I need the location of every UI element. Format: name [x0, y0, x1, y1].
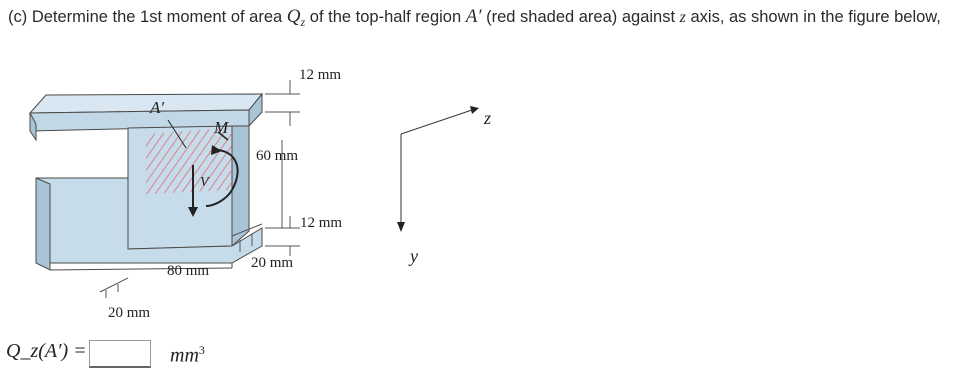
label-m: M: [214, 118, 229, 137]
question-suffix-2: axis, as shown in the figure below,: [690, 8, 941, 26]
area-symbol: A′: [465, 6, 482, 27]
dim-bottom-flange: 12 mm: [300, 215, 343, 231]
question-middle: of the top-half region: [309, 8, 462, 26]
dim-web-thickness: 20 mm: [251, 255, 294, 271]
dim-edge: 20 mm: [108, 305, 151, 321]
q-symbol: Q: [286, 6, 301, 27]
answer-input[interactable]: [89, 340, 151, 368]
dim-top-flange: 12 mm: [299, 67, 342, 83]
coordinate-axes: [397, 106, 479, 232]
dim-web-half-height: 60 mm: [256, 148, 299, 164]
question-suffix-1: (red shaded area) against: [486, 8, 676, 26]
axis-word: z: [679, 9, 686, 26]
shaded-region-a-prime: [146, 128, 232, 194]
answer-unit: $mm^3$: [170, 343, 205, 367]
question-prefix: (c) Determine the 1st moment of area: [8, 8, 283, 26]
label-v: V: [200, 175, 209, 190]
axis-y-label: y: [410, 246, 418, 266]
label-a-prime: A′: [150, 98, 165, 117]
dim-flange-width: 80 mm: [167, 263, 210, 279]
answer-label: Q_z(A′) =: [6, 340, 87, 362]
q-subscript: z: [300, 15, 306, 29]
axis-z-label: z: [484, 108, 492, 128]
